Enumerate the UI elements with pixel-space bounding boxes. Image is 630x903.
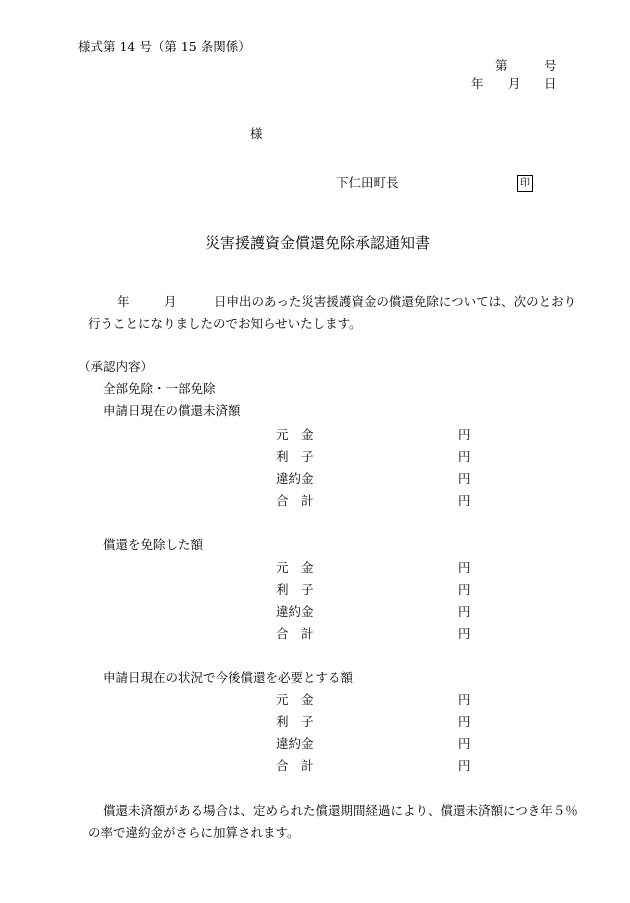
yen-unit: 円 (458, 449, 471, 464)
yen-unit: 円 (458, 582, 471, 597)
seal-mark: 印 (517, 175, 533, 192)
note-line1: 償還未済額がある場合は、定められた償還期間経過により、償還未済額につき年５％ (103, 803, 578, 818)
item-label: 利 子 (276, 582, 314, 597)
item-label: 利 子 (276, 449, 314, 464)
body-month: 月 (164, 294, 177, 309)
date-year: 年 (471, 76, 484, 91)
recipient-honorific: 様 (250, 126, 263, 141)
body-year: 年 (117, 294, 130, 309)
doc-number-dai: 第 (495, 58, 508, 73)
item-label: 元 金 (276, 692, 314, 707)
item-label: 違約金 (276, 736, 314, 751)
section-heading: 申請日現在の償還未済額 (103, 403, 241, 418)
approval-heading: （承認内容） (78, 359, 154, 374)
item-label: 違約金 (276, 471, 314, 486)
yen-unit: 円 (458, 427, 471, 442)
yen-unit: 円 (458, 626, 471, 641)
exemption-type: 全部免除・一部免除 (103, 381, 216, 396)
document-title: 災害援護資金償還免除承認通知書 (205, 234, 431, 252)
item-label: 利 子 (276, 714, 314, 729)
yen-unit: 円 (458, 736, 471, 751)
yen-unit: 円 (458, 604, 471, 619)
note-line2: の率で違約金がさらに加算されます。 (88, 825, 300, 840)
issuer-name: 下仁田町長 (336, 175, 399, 190)
item-label: 元 金 (276, 427, 314, 442)
doc-number-go: 号 (544, 58, 557, 73)
yen-unit: 円 (458, 692, 471, 707)
item-label: 違約金 (276, 604, 314, 619)
date-day: 日 (544, 76, 557, 91)
section-heading: 償還を免除した額 (103, 537, 204, 552)
item-label: 元 金 (276, 560, 314, 575)
yen-unit: 円 (458, 493, 471, 508)
item-label: 合 計 (276, 758, 314, 773)
body-line1: 日申出のあった災害援護資金の償還免除については、次のとおり (214, 294, 577, 309)
item-label: 合 計 (276, 493, 314, 508)
yen-unit: 円 (458, 714, 471, 729)
section-heading: 申請日現在の状況で今後償還を必要とする額 (103, 670, 354, 685)
form-number: 様式第 14 号（第 15 条関係） (78, 39, 251, 54)
yen-unit: 円 (458, 471, 471, 486)
date-month: 月 (508, 76, 521, 91)
yen-unit: 円 (458, 560, 471, 575)
yen-unit: 円 (458, 758, 471, 773)
item-label: 合 計 (276, 626, 314, 641)
body-line2: 行うことになりましたのでお知らせいたします。 (88, 316, 362, 331)
